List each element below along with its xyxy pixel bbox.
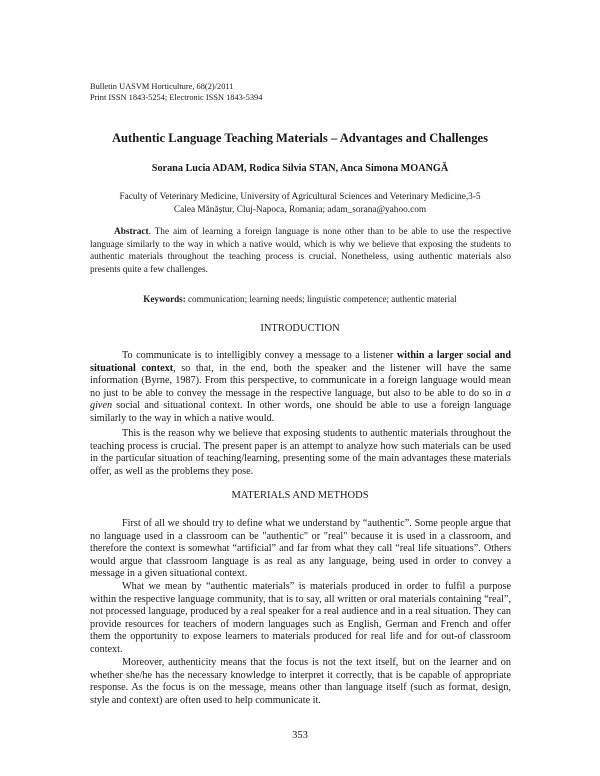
- keywords: [0, 294, 600, 304]
- abstract-label: Abstract: [114, 227, 149, 237]
- section-heading-methods: MATERIALS AND METHODS: [231, 490, 369, 501]
- paper-title: Authentic Language Teaching Materials – Advantages and Challenges: [111, 131, 489, 145]
- intro-paragraph-1: [90, 350, 511, 426]
- journal-citation: Bulletin UASVM Horticulture, 68(2)/2011: [90, 82, 234, 91]
- journal-issn: Print ISSN 1843-5254; Electronic ISSN 1843-5394: [90, 92, 263, 102]
- methods-paragraph-1: First of all we should try to define what we understand by “authentic”. Some people argue that no language used in a classroom can be "authentic" or "real" because it is used in a classroom, and therefore the context is somewhat “artificial” and far from what they call “real life situations”. Others would argue that classroom language is as real as any language, being used in order to convey a message in a given situational context.: [90, 518, 511, 580]
- intro-p1-italic: a given: [90, 387, 511, 412]
- keywords-label: Keywords:: [143, 294, 186, 304]
- page-number: 353: [292, 730, 308, 741]
- intro-p1-text-a: To communicate is to intelligibly convey a message to a listener: [122, 350, 397, 361]
- intro-p1-bold: within a larger social and situational context: [90, 350, 511, 374]
- author-list: Sorana Lucia ADAM, Rodica Silvia STAN, Anca Simona MOANGĂ: [151, 163, 449, 174]
- intro-p1-text-b: , so that, in the end, both the speaker and the listener will have the same information (Byrne, 1987). From this perspective, to communicate in a foreign language would mean no just to be able to convey the message in the respective language, but also to be able to do so in: [90, 362, 511, 399]
- abstract: [90, 226, 511, 276]
- affiliation: [80, 191, 520, 217]
- keywords-text: communication; learning needs; linguistic competence; authentic material: [185, 294, 457, 304]
- intro-p1-text-c: social and situational context. In other words, one should be able to use a foreign language similarly to the way in which a native would.: [90, 400, 511, 424]
- journal-header: [90, 82, 262, 103]
- section-heading-introduction: INTRODUCTION: [260, 323, 340, 334]
- methods-paragraph-3: Moreover, authenticity means that the focus is not the text itself, but on the learner and on whether she/he has the necessary knowledge to interpret it correctly, that is be capable of appropriate response. As the focus is on the message, means other than language itself (such as format, design, style and context) are often used to help communicate it.: [90, 657, 511, 706]
- methods-paragraph-2: What we mean by “authentic materials” is materials produced in order to fulfil a purpose within the respective language community, that is to say, all written or oral materials containing “real”, not processed language, produced by a real speaker for a real audience and in a real situation. They can provide resources for teachers of modern languages such as English, German and French and offer them the opportunity to expose learners to materials produced for real life and for out-of classroom context.: [90, 581, 511, 655]
- intro-paragraph-2: This is the reason why we believe that exposing students to authentic materials throughout the teaching process is crucial. The present paper is an attempt to analyze how such materials can be used in the particular situation of teaching/learning, presenting some of the main advantages these materials offer, as well as the problems they pose.: [90, 428, 511, 477]
- abstract-text: . The aim of learning a foreign language is none other than to be able to use the respective language similarly to the way in which a native would, which is why we believe that exposing the students to authentic materials throughout the teaching process is crucial. Nonetheless, using authentic materials also presents quite a few challenges.: [90, 227, 511, 275]
- affiliation-line-2: Calea Mănăștur, Cluj-Napoca, Romania; adam_sorana@yahoo.com: [173, 205, 427, 215]
- affiliation-line-1: Faculty of Veterinary Medicine, University of Agricultural Sciences and Veterinary Medicine,3-5: [119, 192, 481, 202]
